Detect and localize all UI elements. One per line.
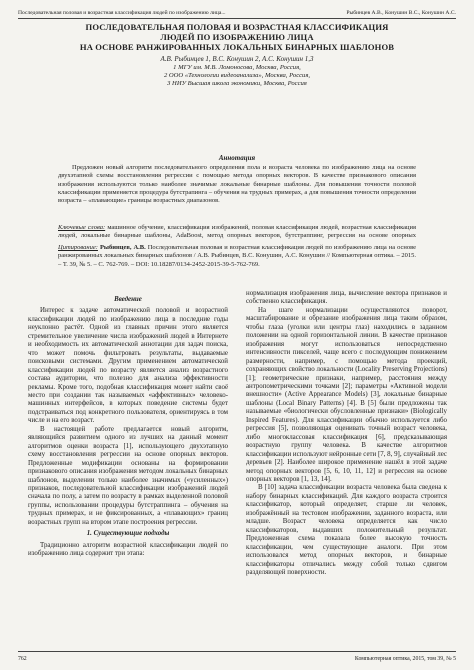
footer-rule <box>18 651 456 652</box>
running-head-title: Последовательная половая и возрастная классификация людей по изображению лица... <box>18 10 226 16</box>
citation-text: Последовательная половая и возрастная классификация людей по изображению лица на основе ранжированных локальных бинарных шаблонов / А.В. Рыбинцев, В.С. Конушин, А.С. Конушин // Компьютерная оптика. – 2015. – Т. 39, № 5. – С. 762-769. – DOI: 10.18287/0134-2452-2015-39-5-762-769. <box>58 244 416 268</box>
body-paragraph: Интерес к задаче автоматической половой и возрастной классификации людей по изображению лица в последние годы неуклонно растёт. Одной из главных причин этого является стремительное увеличение числа изображений людей в Интернете и необходимость их автоматической аннотации для задач поиска, что может помочь фильтровать результаты, выдаваемые поисковыми системами. Другим применением автоматической классификации людей по возрасту является анализ возрастного состава аудитории, что полезно для анализа эффективности рекламы. Кроме того, подобная классификация может найти своё место при создании так называемых «аффективных» человеко-машинных интерфейсов, в которых поведение системы будет подстраиваться под конкретного пользователя, ориентируясь в том числе и на его возраст. <box>28 307 228 425</box>
affiliation: 2 ООО «Технологии видеоанализа», Москва, Россия, <box>163 72 311 80</box>
body-paragraph: нормализация изображения лица, вычисление вектора признаков и собственно классификация. <box>246 290 447 306</box>
paper-title-line: ПОСЛЕДОВАТЕЛЬНАЯ ПОЛОВАЯ И ВОЗРАСТНАЯ КЛАССИФИКАЦИЯ <box>85 22 389 32</box>
running-head <box>18 8 456 18</box>
citation-authors: Рыбинцев, А.В. <box>99 244 146 251</box>
abstract-text: Предложен новый алгоритм последовательного определения пола и возраста человека по изображению лица на основе двухэтапной схемы восстановления регрессии с помощью метода опорных векторов. В качестве признакового описания изображения используются только наиболее значимые локальные бинарные шаблоны. Для повышения точности половой классификации применяется процедура бутстрапинга – обучения на трудных примерах, а для повышения точности определения возраста – «плавающие» границы возрастных диапазонов. <box>58 164 416 205</box>
affiliation: 3 НИУ Высшая школа экономики, Москва, Россия <box>167 80 307 88</box>
left-column <box>28 296 228 647</box>
body-paragraph: В [10] задача классификации возраста человека была сведена к набору бинарных классификаций. Для каждого возраста строится классификатор, который определяет, старше ли человек, изображённый на тестовом изображении, заданного возраста, или младше. Возраст человека определяется как число классификаторов, выдавших положительный результат. Предложенная схема показала более высокую точность классификации, чем существующие аналоги. При этом использовался метод опорных векторов, и бинарные классификаторы отличались между собой только сдвигом разделяющей поверхности. <box>246 484 447 576</box>
keywords-text: машинное обучение, классификация изображений, половая классификация людей, возрастная классификация людей, локальные бинарные шаблоны, AdaBoost, метод опорных векторов, бутстраппинг, регрессия на основе опорных <box>58 224 416 240</box>
citation <box>58 244 416 286</box>
running-head-authors: Рыбинцев А.В., Конушин В.С., Конушин А.С. <box>346 10 456 16</box>
title-block <box>40 22 434 89</box>
body-paragraph: На шаге нормализации осуществляются поворот, масштабирование и обрезание изображения лица таким образом, чтобы глаза (уголки или центры глаз) находились в заданном положении на одной горизонтальной линии. В качестве признаков изображения могут использоваться непосредственно интенсивности пикселей, чаще всего с последующим понижением размерности, например, с помощью метода проекций, сохраняющих свойство локальности (Locality Preserving Projections) [1]; геометрические признаки, например, расстояния между антропометрическими точками [2]; параметры «Активной модели внешности» (Active Appearance Models) [3], локальные бинарные шаблоны (Local Binary Patterns) [4]. В [5] были предложены так называемые «биологически обусловленные признаки» (Biologically Inspired Features). Для классификации обычно используется либо регрессия [5], позволяющая оценивать точный возраст человека, либо многоклассовая классификация [6], предсказывающая возрастную группу человека. В качестве алгоритмов классификации используют нейронные сети [7, 8, 9], случайный лес деревьев [2]. Наиболее широкое применение нашёл в этой задаче метод опорных векторов [5, 6, 10, 11, 12] и регрессия на основе опорных векторов [1, 13, 14]. <box>246 306 447 483</box>
abstract-heading: Аннотация <box>218 154 256 162</box>
paper-title-line: ЛЮДЕЙ ПО ИЗОБРАЖЕНИЮ ЛИЦА <box>160 32 314 43</box>
author-list: А.В. Рыбинцев 1, В.С. Конушин 2, А.С. Конушин 1,3 <box>160 54 314 63</box>
page-number: 762 <box>18 656 27 662</box>
header-rule <box>18 18 456 19</box>
section-heading: 1. Существующие подходы <box>86 530 170 538</box>
intro-heading: Введение <box>114 296 142 303</box>
right-column <box>246 290 447 647</box>
body-paragraph: Традиционно алгоритм возрастной классификации людей по изображению лица содержит три этапа: <box>28 541 228 558</box>
body-paragraph: В настоящей работе предлагается новый алгоритм, являющийся развитием одного из лучших на данный момент алгоритмов оценки возраста [1], использующего двухэтапную схему восстановления регрессии на основе опорных векторов. Предложенные модификации основаны на формировании признакового описания изображения методом локальных бинарных шаблонов, выделении только наиболее значимых («усиленных») признаков, последовательной классификации изображений людей сначала по полу, а затем по возрасту в рамках выделенной половой группы, использовании процедуры бутстраппинга – обучения на трудных примерах, и не фиксированных, а «плавающих» границ возрастных групп на втором этапе построения регрессии. <box>28 425 228 526</box>
journal-info: Компьютерная оптика, 2015, том 39, № 5 <box>354 656 456 662</box>
paper-title-line: НА ОСНОВЕ РАНЖИРОВАННЫХ ЛОКАЛЬНЫХ БИНАРНЫХ ШАБЛОНОВ <box>79 42 395 53</box>
affiliation: 1 МГУ им. М.В. Ломоносова, Москва, Россия, <box>173 63 301 71</box>
keywords-label: Ключевые слова: <box>58 224 106 231</box>
citation-label: Цитирование: <box>58 244 98 251</box>
keywords <box>58 224 416 241</box>
page-footer <box>18 654 456 664</box>
